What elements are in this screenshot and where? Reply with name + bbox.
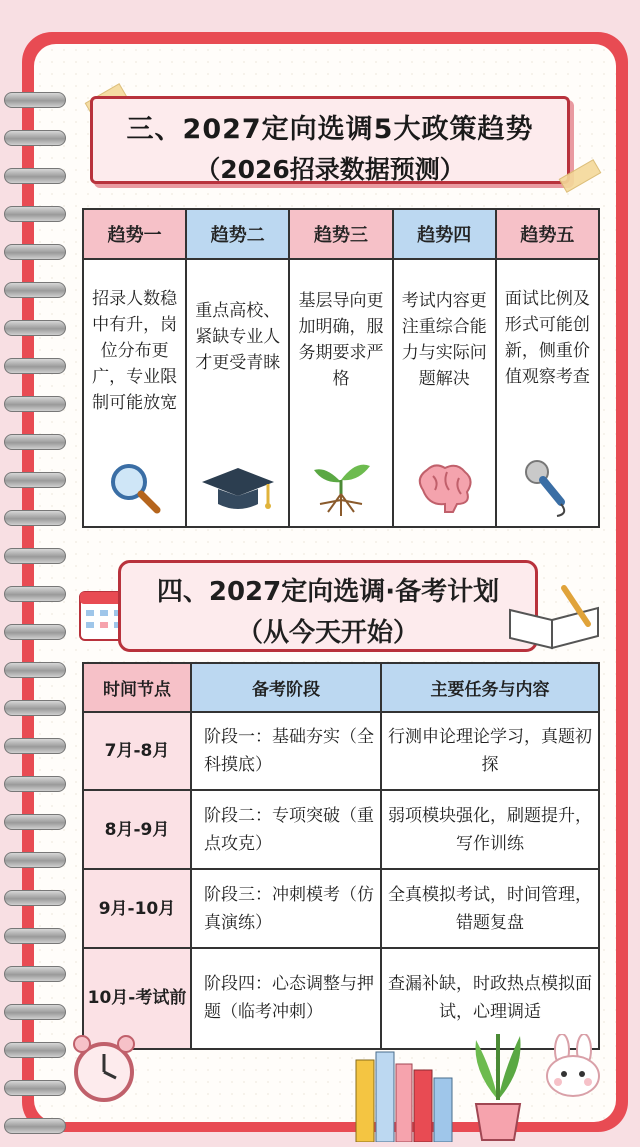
table-row: [83, 712, 599, 791]
study-plan-table: [82, 662, 600, 1050]
trend-text: 招录人数稳中有升，岗位分布更广，专业限制可能放宽: [92, 289, 178, 413]
section3-title-line1: 三、2027定向选调5大政策趋势: [126, 114, 534, 145]
plan-time: 8月-9月: [83, 790, 191, 869]
alarm-clock-icon: [66, 1030, 142, 1106]
binding-ring: [4, 434, 66, 450]
section4-title: [118, 560, 538, 652]
binding-ring: [4, 92, 66, 108]
binding-ring: [4, 168, 66, 184]
trend-text: 重点高校、紧缺专业人才更受青睐: [195, 301, 281, 373]
binding-ring: [4, 1004, 66, 1020]
binding-ring: [4, 814, 66, 830]
binding-ring: [4, 1042, 66, 1058]
plan-task: 全真模拟考试，时间管理，错题复盘: [381, 869, 599, 948]
plan-header-stage: 备考阶段: [191, 663, 381, 712]
binding-ring: [4, 890, 66, 906]
plan-task: 查漏补缺，时政热点模拟面试，心理调适: [381, 948, 599, 1049]
section4-title-line2: （从今天开始）: [236, 618, 419, 648]
binding-ring: [4, 1118, 66, 1134]
binding-ring: [4, 548, 66, 564]
binding-ring: [4, 738, 66, 754]
binding-ring: [4, 966, 66, 982]
potted-plant-icon: [462, 1030, 534, 1142]
trend-column: [394, 210, 497, 526]
bunny-icon: [540, 1034, 606, 1098]
plan-task: 弱项模块强化，刷题提升，写作训练: [381, 790, 599, 869]
plan-time: 9月-10月: [83, 869, 191, 948]
table-row: [83, 869, 599, 948]
plan-stage: 阶段二：专项突破（重点攻克）: [191, 790, 381, 869]
binding-ring: [4, 1080, 66, 1096]
binding-ring: [4, 320, 66, 336]
plan-stage: 阶段四：心态调整与押题（临考冲刺）: [191, 948, 381, 1049]
binding-ring: [4, 928, 66, 944]
binding-ring: [4, 396, 66, 412]
trends-table: [82, 208, 600, 528]
open-book-icon: [504, 580, 604, 652]
binding-ring: [4, 282, 66, 298]
plan-time: 10月-考试前: [83, 948, 191, 1049]
binding-ring: [4, 586, 66, 602]
microphone-icon: [517, 456, 577, 518]
binding-ring: [4, 624, 66, 640]
trend-column: [84, 210, 187, 526]
binding-ring: [4, 130, 66, 146]
trend-body: [290, 260, 391, 526]
magnifier-icon: [105, 458, 165, 518]
trend-header: 趋势四: [394, 210, 495, 260]
binding-ring: [4, 510, 66, 526]
binding-ring: [4, 852, 66, 868]
trend-text: 考试内容更注重综合能力与实际问题解决: [401, 291, 487, 389]
plan-time: 7月-8月: [83, 712, 191, 791]
trend-header: 趋势五: [497, 210, 598, 260]
binding-ring: [4, 244, 66, 260]
trend-text: 基层导向更加明确，服务期要求严格: [298, 291, 384, 389]
binding-ring: [4, 358, 66, 374]
trend-body: [187, 260, 288, 526]
section3-title-line2: （2026招录数据预测）: [195, 155, 465, 184]
trend-column: [187, 210, 290, 526]
sprout-icon: [306, 452, 376, 518]
brain-icon: [409, 460, 479, 518]
binding-ring: [4, 776, 66, 792]
books-stack-icon: [350, 1050, 460, 1142]
plan-task: 行测申论理论学习，真题初探: [381, 712, 599, 791]
trend-body: [497, 260, 598, 526]
graduation-cap-icon: [198, 462, 278, 518]
trend-header: 趋势一: [84, 210, 185, 260]
section4-title-line1: 四、2027定向选调·备考计划: [156, 577, 500, 607]
binding-ring: [4, 206, 66, 222]
plan-stage: 阶段一：基础夯实（全科摸底）: [191, 712, 381, 791]
trend-body: [84, 260, 185, 526]
plan-header-task: 主要任务与内容: [381, 663, 599, 712]
plan-header-time: 时间节点: [83, 663, 191, 712]
trend-body: [394, 260, 495, 526]
binding-ring: [4, 662, 66, 678]
section3-title: [90, 96, 570, 184]
trend-header: 趋势三: [290, 210, 391, 260]
table-row: [83, 790, 599, 869]
trend-column: [497, 210, 598, 526]
binding-ring: [4, 472, 66, 488]
binding-ring: [4, 700, 66, 716]
trend-text: 面试比例及形式可能创新，侧重价值观察考查: [504, 289, 590, 387]
plan-stage: 阶段三：冲刺模考（仿真演练）: [191, 869, 381, 948]
trend-header: 趋势二: [187, 210, 288, 260]
trend-column: [290, 210, 393, 526]
